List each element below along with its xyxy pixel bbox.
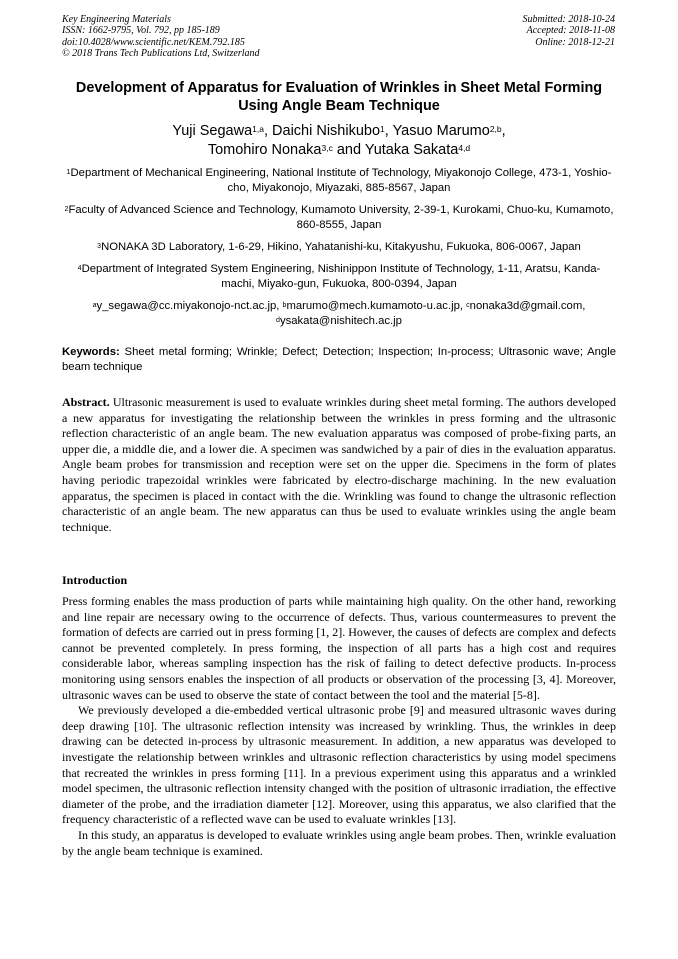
paragraph: Press forming enables the mass production of parts while maintaining high quality. On the other hand, reworking and line repair are necessary owing to the occurrence of defects. Thus, various countermeasures to prevent the formation of defects are carried out in press forming [1, 2]. However, the causes of defects are complex and defects cannot be prevented completely. In press forming, the inspection of all parts has a high cost and requires considerable labor, whereas sampling inspection has the risk of failing to detect defective products. In-process monitoring using sensors enables the inspection of all products or observation of the processing [3, 4]. Moreover, ultrasonic waves can be used to observe the state of contact between the tool and the material [5-8]. [62,594,616,702]
accepted-date: Accepted: 2018-11-08 [526,25,615,37]
affiliation-text: Faculty of Advanced Science and Technology, Kumamoto University, 2-39-1, Kurokami, Chuo-ku, Kumamoto, 860-8555, Japan [68,204,614,231]
affiliation-text: Department of Mechanical Engineering, National Institute of Technology, Miyakonojo College, 473-1, Yoshio-cho, Miyakonojo, Miyazaki, 885-8567, Japan [70,167,612,194]
doi: doi:10.4028/www.scientific.net/KEM.792.185 [62,36,245,48]
copyright: © 2018 Trans Tech Publications Ltd, Switzerland [62,47,260,59]
affiliation-number: 4 [77,265,82,272]
journal-info [62,14,362,59]
affiliation [62,166,616,196]
author-separator: , [263,123,273,139]
online-date: Online: 2018-12-21 [535,36,615,48]
email-mark: a [92,302,97,309]
paragraph: We previously developed a die-embedded vertical ultrasonic probe [9] and measured ultrasonic waves during deep drawing [10]. The ultrasonic reflection intensity was increased by wrinkling. Thus, the wrinkles in deep drawing can be detected in-process by ultrasonic measurement. In addition, a new apparatus was developed to investigate the relationship between wrinkles and ultrasonic reflection characteristics by using model specimens that recreated the wrinkles in press forming [11]. In a previous experiment using this apparatus and a wrinkled model specimen, the ultrasonic reflection intensity changed with the position of ultrasonic irradiation, the effective diameter of the probe, and the irradiation diameter [12]. Moreover, using this apparatus, we also clarified that the frequency characteristic of a reflected wave can be used to evaluate wrinkles [13]. [62,703,616,827]
affiliation-text: Department of Integrated System Engineering, Nishinippon Institute of Technology, 1-11, Aratsu, Kanda-machi, Miyako-gun, Fukuoka, 800-0394, Japan [81,263,601,290]
author-separator: , [501,123,506,139]
affiliation-text: NONAKA 3D Laboratory, 1-6-29, Hikino, Yahatanishi-ku, Kitakyushu, Fukuoka, 806-0067, Japan [101,241,581,253]
author-name: Tomohiro Nonaka [207,142,322,158]
submitted-date: Submitted: 2018-10-24 [522,14,615,25]
author-affiliation-mark: 3,c [321,143,333,153]
publication-dates [355,14,615,48]
email-address: nonaka3d@gmail.com, [469,300,586,312]
affiliation [62,262,616,292]
email-address: y_segawa@cc.miyakonojo-nct.ac.jp, [96,300,283,312]
email-mark: c [466,302,470,309]
author-name: Daichi Nishikubo [272,123,381,139]
abstract-text: Ultrasonic measurement is used to evaluate wrinkles during sheet metal forming. The authors developed a new apparatus for investigating the relationship between the wrinkles in press forming and the ultrasonic reflection characteristic of an angle beam. The new evaluation apparatus was composed of probe-fixing parts, an upper die, a middle die, and a lower die. A specimen was sandwiched by a pair of dies in the evaluation apparatus. Angle beam probes for transmission and reception were set on the upper die. Specimens in the form of plates having periodic trapezoidal wrinkles were fabricated by electro-discharge machining. In the new evaluation apparatus, the specimen is placed in contact with the die. Wrinkling was found to change the ultrasonic reflection characteristic of an angle beam. The new apparatus can thus be used to evaluate wrinkles using the angle beam technique. [62,395,616,534]
affiliation-number: 3 [97,243,102,250]
email-address: marumo@mech.kumamoto-u.ac.jp, [286,300,467,312]
issn-volume-pages: ISSN: 1662-9795, Vol. 792, pp 185-189 [62,25,220,37]
paper-title: Development of Apparatus for Evaluation of Wrinkles in Sheet Metal Forming Using Angle Beam Technique [75,80,603,114]
affiliation-number: 2 [64,206,69,213]
email-address: ysakata@nishitech.ac.jp [279,315,402,327]
introduction-heading: Introduction [62,573,128,587]
author-list [62,122,616,160]
affiliation [62,240,616,255]
paragraph: In this study, an apparatus is developed to evaluate wrinkles using angle beam probes. Then, wrinkle evaluation by the angle beam technique is examined. [62,827,616,858]
keywords-text: Sheet metal forming; Wrinkle; Defect; Detection; Inspection; In-process; Ultrasonic wave; Angle beam technique [62,346,616,373]
email-mark: b [282,302,287,309]
author-name: Yutaka Sakata [364,142,459,158]
author-separator: , [384,123,393,139]
author-affiliation-mark: 2,b [489,124,502,134]
journal-name: Key Engineering Materials [62,14,171,25]
email-list [62,299,616,329]
author-affiliation-mark: 4,d [458,143,471,153]
email-mark: d [276,317,280,324]
affiliation-number: 1 [66,169,71,176]
introduction-body [62,594,616,859]
author-affiliation-mark: 1,a [252,124,264,134]
keywords [62,345,616,375]
author-separator: and [332,142,365,158]
author-name: Yasuo Marumo [392,123,490,139]
affiliation-list [62,166,616,336]
author-affiliation-mark: 1 [380,124,385,134]
author-name: Yuji Segawa [172,123,253,139]
affiliation [62,203,616,233]
keywords-label: Keywords: [62,346,120,358]
abstract-label: Abstract. [62,395,110,409]
abstract [62,395,616,535]
